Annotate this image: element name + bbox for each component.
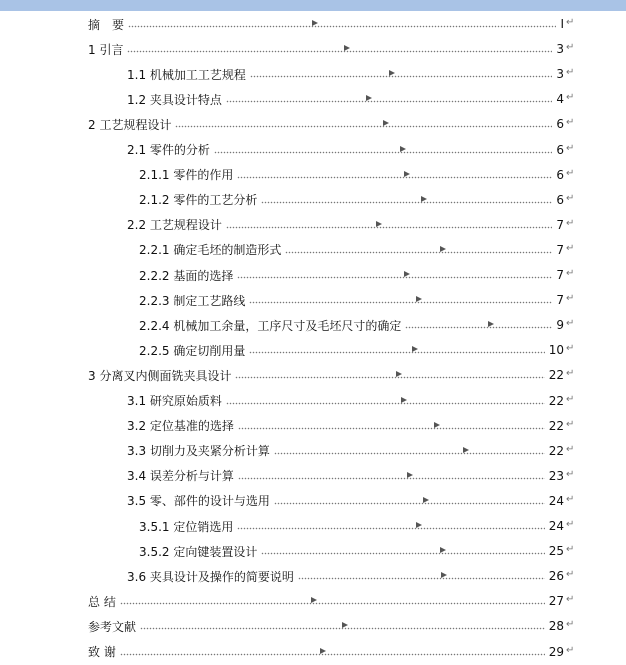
- toc-entry[interactable]: [88, 14, 564, 34]
- toc-entry-page-number: 7: [556, 242, 564, 257]
- toc-entry-label: 2.2.2 基面的选择: [139, 268, 234, 283]
- dot-leader: [226, 215, 552, 235]
- paragraph-mark-icon: ↵: [566, 242, 575, 254]
- toc-entry-page-number: 6: [556, 117, 564, 132]
- dot-leader: [285, 240, 552, 260]
- paragraph-mark-icon: ↵: [566, 493, 575, 505]
- paragraph-mark-icon: ↵: [566, 619, 575, 631]
- toc-entry-page-number: 24: [548, 519, 564, 533]
- dot-leader: [175, 114, 552, 134]
- tab-arrow-icon: [440, 547, 446, 553]
- toc-entry-page-number: I: [560, 17, 564, 31]
- toc-entry-label: 3.5.1 定位销选用: [139, 519, 234, 534]
- toc-row[interactable]: [0, 39, 626, 59]
- toc-entry-page-number: 22: [548, 393, 564, 408]
- dot-leader: [250, 64, 552, 84]
- toc-entry[interactable]: [127, 64, 564, 84]
- toc-row[interactable]: [0, 265, 626, 285]
- toc-entry[interactable]: [88, 365, 564, 385]
- toc-entry-page-number: 7: [556, 268, 564, 282]
- tab-arrow-icon: [407, 472, 413, 478]
- tab-arrow-icon: [440, 246, 446, 252]
- toc-entry[interactable]: [127, 566, 564, 586]
- toc-entry-label: 3.6 夹具设计及操作的简要说明: [127, 569, 294, 584]
- tab-arrow-icon: [404, 271, 410, 277]
- dot-leader: [298, 566, 545, 586]
- toc-entry-page-number: 23: [548, 468, 564, 483]
- toc-row[interactable]: [0, 616, 626, 636]
- paragraph-mark-icon: ↵: [566, 468, 575, 480]
- tab-arrow-icon: [312, 20, 318, 26]
- toc-entry-page-number: 28: [548, 619, 564, 634]
- toc-entry[interactable]: [88, 642, 564, 662]
- toc-row[interactable]: [0, 315, 626, 335]
- toc-entry[interactable]: [127, 441, 564, 461]
- toc-row[interactable]: [0, 566, 626, 586]
- toc-entry-page-number: 6: [556, 142, 564, 157]
- paragraph-mark-icon: ↵: [566, 418, 575, 430]
- toc-entry-label: 总 结: [88, 594, 116, 609]
- tab-arrow-icon: [320, 648, 326, 654]
- toc-entry-label: 3.3 切削力及夹紧分析计算: [127, 444, 270, 459]
- paragraph-mark-icon: ↵: [566, 644, 575, 656]
- toc-entry-page-number: 24: [548, 493, 564, 508]
- dot-leader: [127, 39, 552, 59]
- toc-entry[interactable]: [139, 290, 564, 310]
- toc-entry-label: 3.4 误差分析与计算: [127, 469, 234, 484]
- toc-entry[interactable]: [139, 165, 564, 185]
- toc-entry[interactable]: [127, 89, 564, 109]
- paragraph-mark-icon: ↵: [566, 167, 575, 179]
- tab-arrow-icon: [344, 45, 350, 51]
- paragraph-mark-icon: ↵: [566, 17, 575, 28]
- dot-leader: [238, 416, 545, 436]
- toc-entry-page-number: 9: [556, 318, 564, 333]
- tab-arrow-icon: [434, 422, 440, 428]
- dot-leader: [237, 165, 552, 185]
- toc-entry-label: 摘 要: [88, 17, 125, 32]
- toc-entry-page-number: 7: [556, 293, 564, 308]
- paragraph-mark-icon: ↵: [566, 594, 575, 606]
- tab-arrow-icon: [383, 120, 389, 126]
- toc-entry[interactable]: [127, 140, 564, 160]
- toc-entry[interactable]: [139, 265, 564, 285]
- tab-arrow-icon: [421, 196, 427, 202]
- tab-arrow-icon: [342, 622, 348, 628]
- dot-leader: [274, 441, 545, 461]
- toc-entry[interactable]: [127, 416, 564, 436]
- tab-arrow-icon: [463, 447, 469, 453]
- toc-row[interactable]: [0, 441, 626, 461]
- paragraph-mark-icon: ↵: [566, 217, 575, 229]
- dot-leader: [120, 642, 545, 662]
- toc-row[interactable]: [0, 215, 626, 235]
- tab-arrow-icon: [389, 70, 395, 76]
- toc-row[interactable]: [0, 416, 626, 436]
- toc-entry-label: 2.2.3 制定工艺路线: [139, 293, 246, 308]
- tab-arrow-icon: [412, 346, 418, 352]
- paragraph-mark-icon: ↵: [566, 192, 575, 204]
- toc-entry-page-number: 22: [548, 418, 564, 433]
- toc-entry-page-number: 3: [556, 67, 564, 82]
- toc-entry-page-number: 6: [556, 192, 564, 207]
- toc-entry[interactable]: [139, 541, 564, 561]
- paragraph-mark-icon: ↵: [566, 318, 575, 330]
- toc-entry-label: 2.2.1 确定毛坯的制造形式: [139, 243, 282, 258]
- toc-entry-label: 2.1.1 零件的作用: [139, 168, 234, 183]
- paragraph-mark-icon: ↵: [566, 42, 575, 54]
- dot-leader: [128, 14, 556, 34]
- toc-row[interactable]: [0, 340, 626, 360]
- dot-leader: [140, 616, 545, 636]
- toc-row[interactable]: [0, 365, 626, 385]
- paragraph-mark-icon: ↵: [566, 443, 575, 455]
- toc-row[interactable]: [0, 89, 626, 109]
- toc-row[interactable]: [0, 591, 626, 611]
- dot-leader: [261, 541, 544, 561]
- toc-entry-label: 1.1 机械加工工艺规程: [127, 67, 246, 82]
- tab-arrow-icon: [400, 146, 406, 152]
- tab-arrow-icon: [416, 522, 422, 528]
- toc-entry[interactable]: [127, 391, 564, 411]
- toc-entry-label: 2 工艺规程设计: [88, 117, 172, 132]
- paragraph-mark-icon: ↵: [566, 343, 575, 355]
- toc-entry-label: 1 引言: [88, 42, 124, 57]
- toc-entry-label: 2.1 零件的分析: [127, 143, 210, 157]
- dot-leader: [238, 466, 545, 486]
- toc-entry[interactable]: [139, 240, 564, 260]
- toc-entry-page-number: 27: [548, 594, 564, 609]
- toc-entry-label: 参考文献: [88, 619, 137, 634]
- toc-entry-page-number: 3: [556, 42, 564, 57]
- dot-leader: [226, 391, 545, 411]
- toc-entry-label: 1.2 夹具设计特点: [127, 92, 222, 107]
- toc-row[interactable]: [0, 491, 626, 511]
- toc-row[interactable]: [0, 466, 626, 486]
- toc-row[interactable]: [0, 140, 626, 160]
- toc-row[interactable]: [0, 190, 626, 210]
- tab-arrow-icon: [376, 221, 382, 227]
- paragraph-mark-icon: ↵: [566, 544, 575, 556]
- tab-arrow-icon: [416, 296, 422, 302]
- toc-entry-page-number: 26: [548, 569, 564, 584]
- toc-entry-page-number: 7: [556, 217, 564, 232]
- paragraph-mark-icon: ↵: [566, 569, 575, 581]
- toc-entry[interactable]: [139, 315, 564, 335]
- tab-arrow-icon: [423, 497, 429, 503]
- dot-leader: [237, 516, 544, 536]
- paragraph-mark-icon: ↵: [566, 268, 575, 279]
- toc-entry-label: 2.1.2 零件的工艺分析: [139, 193, 258, 208]
- toc-entry[interactable]: [139, 340, 564, 360]
- tab-arrow-icon: [396, 371, 402, 377]
- toc-entry-label: 3 分离叉内侧面铣夹具设计: [88, 368, 232, 383]
- dot-leader: [249, 290, 552, 310]
- paragraph-mark-icon: ↵: [566, 293, 575, 305]
- toc-entry[interactable]: [127, 466, 564, 486]
- toc-entry-label: 2.2.5 确定切削用量: [139, 343, 246, 358]
- toc-row[interactable]: [0, 14, 626, 34]
- tab-arrow-icon: [488, 321, 494, 327]
- dot-leader: [405, 315, 552, 335]
- toc-row[interactable]: [0, 391, 626, 411]
- toc-row[interactable]: [0, 114, 626, 134]
- toc-entry[interactable]: [127, 215, 564, 235]
- dot-leader: [261, 190, 552, 210]
- dot-leader: [237, 265, 552, 285]
- dot-leader: [235, 365, 544, 385]
- dot-leader: [120, 591, 545, 611]
- tab-arrow-icon: [366, 95, 372, 101]
- toc-row[interactable]: [0, 541, 626, 561]
- toc-row[interactable]: [0, 165, 626, 185]
- toc-entry[interactable]: [88, 616, 564, 636]
- toc-entry-page-number: 10: [548, 343, 564, 358]
- paragraph-mark-icon: ↵: [566, 67, 575, 79]
- toc-entry-page-number: 22: [548, 368, 564, 383]
- toc-entry-label: 2.2.4 机械加工余量，工序尺寸及毛坯尺寸的确定: [139, 318, 402, 333]
- toc-entry-label: 3.5.2 定向键装置设计: [139, 544, 258, 559]
- toc-entry[interactable]: [88, 39, 564, 59]
- dot-leader: [214, 140, 552, 160]
- toc-entry-label: 3.2 定位基准的选择: [127, 419, 234, 434]
- toc-entry-label: 3.1 研究原始质料: [127, 394, 222, 408]
- toc-entry-page-number: 25: [548, 544, 564, 559]
- toc-entry-page-number: 6: [556, 167, 564, 182]
- toc-entry-label: 2.2 工艺规程设计: [127, 218, 222, 233]
- dot-leader: [274, 491, 545, 511]
- toc-row[interactable]: [0, 642, 626, 662]
- toc-row[interactable]: [0, 516, 626, 536]
- tab-arrow-icon: [404, 171, 410, 177]
- toc-entry[interactable]: [88, 591, 564, 611]
- toc-entry[interactable]: [127, 491, 564, 511]
- tab-arrow-icon: [401, 397, 407, 403]
- toc-entry-page-number: 4: [556, 92, 564, 107]
- paragraph-mark-icon: ↵: [566, 393, 575, 405]
- paragraph-mark-icon: ↵: [566, 117, 575, 129]
- paragraph-mark-icon: ↵: [566, 142, 575, 154]
- toc-entry[interactable]: [139, 516, 564, 536]
- toc-entry-label: 致 谢: [88, 645, 116, 659]
- toc-entry-label: 3.5 零、部件的设计与选用: [127, 494, 270, 509]
- toc-entry-page-number: 22: [548, 443, 564, 458]
- toc-entry[interactable]: [139, 190, 564, 210]
- toc-entry-page-number: 29: [548, 644, 564, 659]
- paragraph-mark-icon: ↵: [566, 368, 575, 380]
- dot-leader: [249, 340, 544, 360]
- toc-entry[interactable]: [88, 114, 564, 134]
- toc-row[interactable]: [0, 64, 626, 84]
- toc-row[interactable]: [0, 240, 626, 260]
- tab-arrow-icon: [441, 572, 447, 578]
- paragraph-mark-icon: ↵: [566, 519, 575, 530]
- paragraph-mark-icon: ↵: [566, 92, 575, 104]
- dot-leader: [226, 89, 552, 109]
- toc-row[interactable]: [0, 290, 626, 310]
- tab-arrow-icon: [311, 597, 317, 603]
